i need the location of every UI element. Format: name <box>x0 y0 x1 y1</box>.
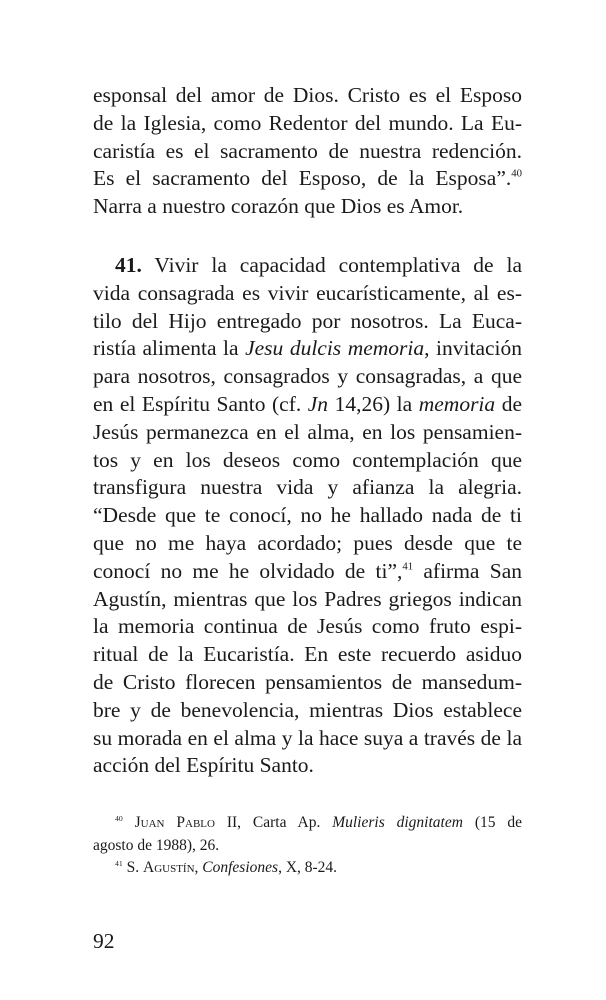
text-line <box>93 252 522 280</box>
text-run: esponsal del amor de Dios. Cristo es el Esposo <box>93 83 522 107</box>
text-run: bre y de benevolencia, mientras Dios establece <box>93 697 522 722</box>
text-run: agosto de 1988), 26. <box>93 836 220 854</box>
text-run: transfigura nuestra vida y afianza la alegria. <box>93 475 522 500</box>
text-line <box>93 447 522 475</box>
text-run: conocí no me he olvidado de ti”, <box>93 558 403 583</box>
page-number: 92 <box>93 929 115 953</box>
text-line <box>93 725 522 753</box>
paragraph-41 <box>93 252 522 780</box>
footnote-ref: 40 <box>115 813 123 823</box>
text-run: Jesu dulcis memoria <box>245 336 425 361</box>
text-line <box>93 165 522 193</box>
text-run: de la Iglesia, como Redentor del mundo. La Eu- <box>93 110 522 135</box>
text-run: Jesús permanezca en el alma, en los pensamien- <box>93 419 522 444</box>
text-line <box>93 335 522 363</box>
text-run: para nosotros, consagrados y consagradas, a que <box>93 364 522 389</box>
text-run: Confesiones <box>202 859 279 876</box>
text-line <box>93 530 522 558</box>
text-line <box>93 752 522 780</box>
text-line <box>93 558 522 586</box>
text-run: , invitación <box>424 336 523 361</box>
text-run: Agustín <box>143 859 195 876</box>
text-run: vida consagrada es vivir eucarísticamente, al es- <box>93 280 522 305</box>
text-run: ristía alimenta la <box>93 336 246 361</box>
text-line <box>93 280 522 308</box>
text-line <box>93 502 522 530</box>
text-run: memoria <box>418 391 496 416</box>
paragraph-continuation <box>93 82 522 221</box>
text-run: tos y en los deseos como contemplación que <box>93 447 522 472</box>
text-run: , X, 8-24. <box>278 859 338 876</box>
text-run: “Desde que te conocí, no he hallado nada de ti <box>93 503 522 528</box>
footnote-ref: 41 <box>115 858 123 868</box>
text-line <box>93 613 522 641</box>
text-line <box>93 419 522 447</box>
text-line <box>93 697 522 725</box>
text-run: Agustín, mientras que los Padres griegos indican <box>93 586 522 611</box>
text-line <box>93 641 522 669</box>
text-line <box>93 812 522 835</box>
text-run: la memoria continua de Jesús como fruto espi- <box>93 614 522 639</box>
text-run: (15 de <box>462 814 522 831</box>
text-run: Mulieris dignitatem <box>332 814 463 831</box>
footnotes <box>93 812 522 880</box>
text-run: II, Carta Ap. <box>214 814 333 831</box>
text-run: 41. <box>115 253 142 277</box>
text-line <box>93 586 522 614</box>
text-line <box>93 308 522 336</box>
text-run: Narra a nuestro corazón que Dios es Amor. <box>93 194 464 219</box>
text-run: en el Espíritu Santo (cf. <box>93 391 308 416</box>
text-run: 14,26) la <box>328 391 419 416</box>
text-line <box>93 857 522 880</box>
text-run: ritual de la Eucaristía. En este recuerdo asiduo <box>93 642 522 667</box>
text-line <box>93 835 522 858</box>
text-run: de <box>495 391 522 416</box>
text-run: de Cristo florecen pensamientos de mansedum- <box>93 669 522 694</box>
text-run: Vivir la capacidad contemplativa de la <box>141 253 522 277</box>
text-line <box>93 474 522 502</box>
text-run: tilo del Hijo entregado por nosotros. La Euca- <box>93 308 522 333</box>
text-line <box>93 391 522 419</box>
text-line <box>93 669 522 697</box>
text-run: caristía es el sacramento de nuestra redención. <box>93 138 522 163</box>
text-line <box>93 363 522 391</box>
text-run: acción del Espíritu Santo. <box>93 753 314 778</box>
text-run: que no me haya acordado; pues desde que te <box>93 530 522 555</box>
text-run: Juan Pablo <box>122 814 215 831</box>
footnote <box>93 812 522 857</box>
text-run: S. <box>122 859 143 876</box>
footnote-ref: 41 <box>402 560 414 573</box>
text-run: Es el sacramento del Esposo, de la Esposa”. <box>93 166 512 191</box>
footnote <box>93 857 522 880</box>
text-run: Jn <box>307 391 329 416</box>
text-line <box>93 193 522 221</box>
text-run: su morada en el alma y la hace suya a través de la <box>93 725 522 750</box>
text-line <box>93 138 522 166</box>
text-line <box>93 110 522 138</box>
footnote-ref: 40 <box>511 167 522 180</box>
text-line <box>93 82 522 110</box>
text-run: , <box>194 859 203 876</box>
text-run: afirma San <box>413 558 522 583</box>
